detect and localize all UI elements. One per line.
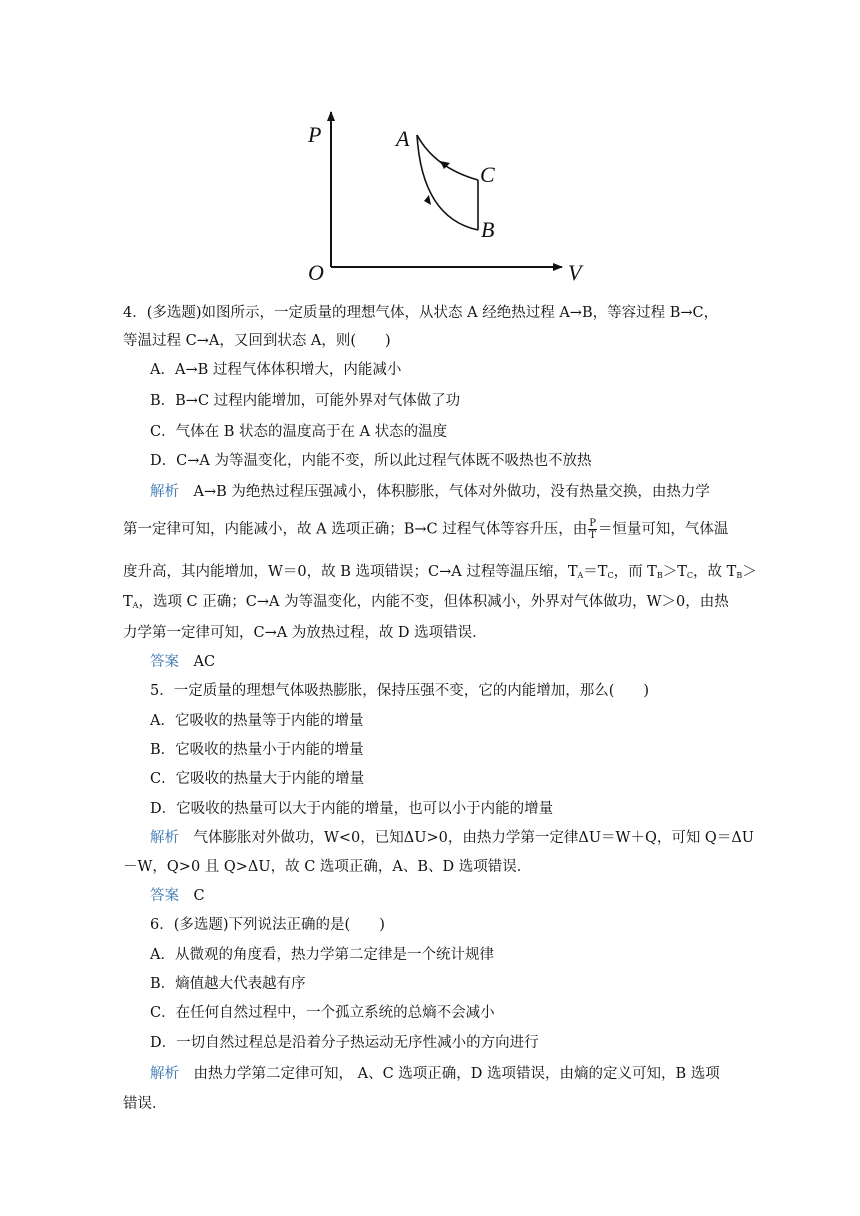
q4-analysis-line5: 力学第一定律可知，C→A 为放热过程，故 D 选项错误． [123, 625, 487, 641]
q6-option-d: D．一切自然过程总是沿着分子热运动无序性减小的方向进行 [150, 1035, 539, 1051]
point-c-label: C [480, 162, 495, 187]
q5-option-c: C．它吸收的热量大于内能的增量 [150, 771, 365, 787]
pv-diagram-svg [300, 100, 600, 290]
q4-analysis-line2: 第一定律可知，内能减小，故 A 选项正确；B→C 过程气体等容升压，由 $\frac{P}{T}$ ＝恒量可知，气体温 [123, 518, 729, 541]
q6-analysis-line1: 解析 由热力学第二定律可知， A、C 选项正确，D 选项错误，由熵的定义可知，B 选项 [150, 1066, 720, 1082]
pt-fraction: $\frac{P}{T}$ [589, 518, 596, 541]
q4-option-c: C．气体在 B 状态的温度高于在 A 状态的温度 [150, 424, 448, 440]
q4-answer: 答案 AC [150, 654, 216, 670]
q4-analysis-tag: 解析 [150, 484, 179, 500]
q4-option-d: D．C→A 为等温变化，内能不变，所以此过程气体既不吸热也不放热 [150, 453, 592, 469]
q5-answer-tag: 答案 [150, 888, 179, 904]
point-a-label: A [396, 126, 410, 151]
axis-v-label: V [568, 260, 582, 285]
point-b-label: B [481, 217, 495, 242]
q6-stem: 6．(多选题)下列说法正确的是( ) [150, 917, 385, 933]
axis-p-label: P [308, 122, 322, 147]
q6-option-a: A．从微观的角度看，热力学第二定律是一个统计规律 [150, 947, 494, 963]
q4-analysis-line4: $T_A$，选项 C 正确；C→A 为等温变化，内能不变，但体积减小，外界对气体做功，W＞0，由热 [123, 594, 729, 610]
curve-c-to-a [417, 135, 478, 180]
q5-option-b: B．它吸收的热量小于内能的增量 [150, 742, 364, 758]
q6-option-b: B．熵值越大代表越有序 [150, 976, 306, 992]
q6-analysis-line2: 错误． [123, 1096, 167, 1112]
q5-option-d: D．它吸收的热量可以大于内能的增量，也可以小于内能的增量 [150, 801, 554, 817]
q5-analysis-line2: －W，Q>0 且 Q>ΔU，故 C 选项正确，A、B、D 选项错误． [123, 859, 532, 875]
arrow-a-to-b [424, 195, 431, 205]
q5-option-a: A．它吸收的热量等于内能的增量 [150, 713, 364, 729]
q6-analysis-tag: 解析 [150, 1066, 179, 1082]
q5-analysis-line1: 解析 气体膨胀对外做功，W<0，已知ΔU>0，由热力学第一定律ΔU＝W＋Q，可知 Q＝ΔU [150, 830, 755, 846]
q4-stem-line1: 4．(多选题)如图所示，一定质量的理想气体，从状态 A 经绝热过程 A→B，等容过程 B→C， [123, 305, 719, 321]
q5-analysis-tag: 解析 [150, 830, 179, 846]
q4-analysis-line3: 度升高，其内能增加，W＝0，故 B 选项错误；C→A 过程等温压缩，$T_A=T_C$，而 $T_B>T_C$，故 $T_B>$ [123, 564, 757, 580]
q5-answer: 答案 C [150, 888, 205, 904]
origin-label: O [308, 260, 324, 285]
q6-option-c: C．在任何自然过程中，一个孤立系统的总熵不会减小 [150, 1005, 495, 1021]
q4-stem-line2: 等温过程 C→A，又回到状态 A，则( ) [123, 333, 391, 349]
q4-answer-tag: 答案 [150, 654, 179, 670]
q4-option-b: B．B→C 过程内能增加，可能外界对气体做了功 [150, 393, 461, 409]
pv-diagram [300, 100, 600, 290]
q4-option-a: A．A→B 过程气体体积增大，内能减小 [150, 362, 402, 378]
q5-stem: 5．一定质量的理想气体吸热膨胀，保持压强不变，它的内能增加，那么( ) [150, 683, 650, 699]
q4-analysis-line1: 解析 A→B 为绝热过程压强减小，体积膨胀，气体对外做功，没有热量交换，由热力学 [150, 484, 710, 500]
